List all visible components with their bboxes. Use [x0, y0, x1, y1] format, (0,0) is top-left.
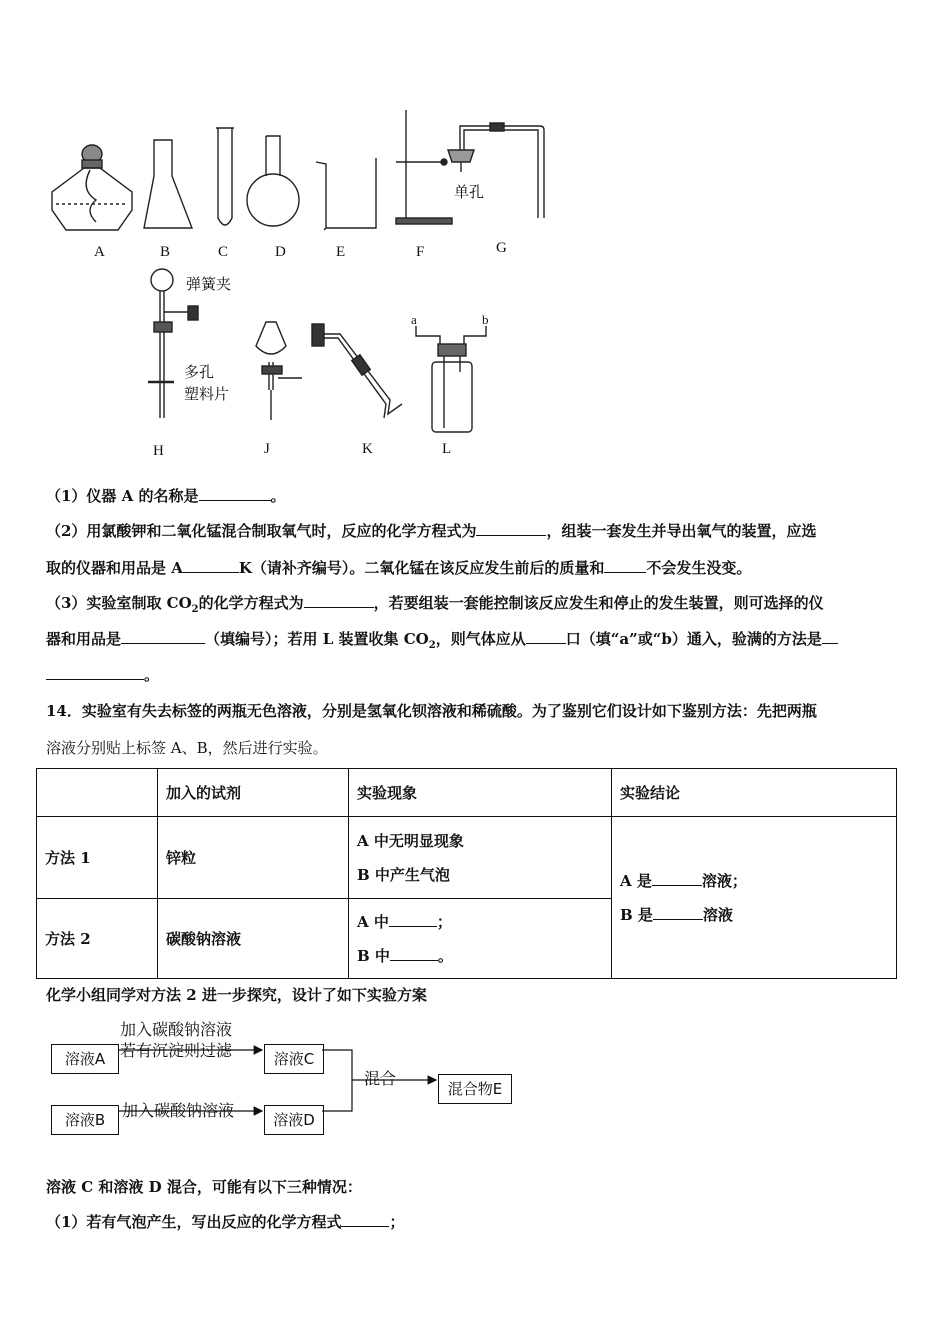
flow-mix: 混合 — [364, 1069, 397, 1088]
blank-A-conclusion[interactable] — [652, 871, 702, 886]
header-cell-conclusion: 实验结论 — [612, 769, 897, 817]
method1-name: 方法 1 — [37, 817, 158, 899]
blank-8[interactable] — [822, 629, 838, 644]
separatory-funnel-J — [256, 322, 302, 420]
blank-1[interactable] — [199, 486, 271, 501]
tag-single-hole: 单孔 — [454, 183, 485, 201]
q13-part2: （2）用氯酸钾和二氧化锰混合制取氧气时，反应的化学方程式为 ，组装一套发生并导出氧气的装置，应选 — [46, 522, 817, 540]
method1-observation: A 中无明显现象 B 中产生气泡 — [349, 817, 612, 899]
blank-4[interactable] — [604, 558, 646, 573]
q13-part3c: 。 — [46, 664, 159, 685]
flow-step2: 加入碳酸钠溶液 — [122, 1101, 235, 1120]
tag-spring-clip: 弹簧夹 — [186, 275, 232, 293]
blank-A-observation[interactable] — [389, 912, 437, 927]
method2-name: 方法 2 — [37, 899, 158, 979]
blank-B-conclusion[interactable] — [653, 905, 703, 920]
apparatus-label-B: B — [160, 244, 171, 260]
beaker-E — [316, 158, 376, 230]
blank-2[interactable] — [476, 521, 546, 536]
apparatus-label-J: J — [264, 441, 270, 457]
q14-intro-line1: 14．实验室有失去标签的两瓶无色溶液，分别是氢氧化钡溶液和稀硫酸。为了鉴别它们设计如下鉴别方法：先把两瓶 — [46, 702, 817, 720]
apparatus-label-G: G — [496, 240, 507, 256]
flow-box-solution-B: 溶液B — [51, 1105, 119, 1135]
blank-6[interactable] — [121, 629, 205, 644]
blank-9[interactable] — [46, 665, 144, 680]
stopper-G — [448, 123, 544, 218]
flow-box-solution-D: 溶液D — [264, 1105, 324, 1135]
table-row — [37, 817, 897, 899]
q13-part2b: 取的仪器和用品是 A K（请补齐编号）。二氧化锰在该反应发生前后的质量和 不会发生没变。 — [46, 559, 752, 577]
blank-3[interactable] — [183, 558, 239, 573]
experiment-table — [36, 768, 897, 979]
q13-part3b: 器和用品是 （填编号）；若用 L 装置收集 $CO_2$，则气体应从 口（填“a”或“b）通入，验满的方法是 — [46, 628, 838, 651]
q13-part3: （3）实验室制取 $CO_2$的化学方程式为 ，若要组装一套能控制该反应发生和停止的发生装置，则可选择的仪 — [46, 594, 824, 615]
flow-box-mixture-E: 混合物E — [438, 1074, 512, 1104]
table-header-row — [37, 769, 897, 817]
apparatus-label-C: C — [218, 244, 229, 260]
apparatus-figure — [40, 100, 560, 470]
method2-observation: A 中 ； B 中 。 — [349, 899, 612, 979]
bent-tube-K — [312, 324, 402, 418]
q14-cases-intro: 溶液 C 和溶液 D 混合，可能有以下三种情况： — [46, 1178, 362, 1196]
flow-step1-line1: 加入碳酸钠溶液 — [120, 1020, 233, 1039]
header-cell-observation: 实验现象 — [349, 769, 612, 817]
q13-part1: （1）仪器 A 的名称是 。 — [46, 487, 286, 505]
q14-case1: （1）若有气泡产生，写出反应的化学方程式 ； — [46, 1213, 405, 1231]
blank-7[interactable] — [526, 629, 566, 644]
q14-intro-line2: 溶液分别贴上标签 A、B，然后进行实验。 — [46, 739, 328, 757]
apparatus-label-A: A — [94, 244, 105, 260]
apparatus-label-H: H — [153, 443, 164, 459]
apparatus-label-F: F — [416, 244, 425, 260]
alcohol-lamp-A — [52, 145, 132, 230]
header-cell-reagent: 加入的试剂 — [158, 769, 349, 817]
tag-porous-line2: 塑料片 — [184, 385, 230, 403]
tag-a: a — [411, 312, 417, 327]
blank-case1[interactable] — [341, 1212, 389, 1227]
gas-bottle-L — [416, 326, 486, 432]
flow-box-solution-C: 溶液C — [264, 1044, 324, 1074]
flow-box-solution-A: 溶液A — [51, 1044, 119, 1074]
conical-flask-B — [144, 140, 192, 228]
apparatus-label-D: D — [275, 244, 286, 260]
q14-after-table: 化学小组同学对方法 2 进一步探究，设计了如下实验方案 — [46, 986, 427, 1004]
tag-porous-line1: 多孔 — [184, 363, 215, 381]
tag-b: b — [482, 312, 489, 327]
header-cell-empty — [37, 769, 158, 817]
flow-step1-line2: 若有沉淀则过滤 — [120, 1041, 233, 1060]
test-tube-C — [216, 128, 234, 225]
conclusion-cell: A 是 溶液； B 是 溶液 — [612, 817, 897, 979]
method1-reagent: 锌粒 — [158, 817, 349, 899]
round-flask-D — [247, 136, 299, 226]
iron-stand-F — [396, 110, 452, 224]
method2-reagent: 碳酸钠溶液 — [158, 899, 349, 979]
blank-B-observation[interactable] — [390, 946, 438, 961]
apparatus-label-L: L — [442, 441, 452, 457]
apparatus-label-E: E — [336, 244, 346, 260]
blank-5[interactable] — [304, 593, 374, 608]
apparatus-label-K: K — [362, 441, 373, 457]
